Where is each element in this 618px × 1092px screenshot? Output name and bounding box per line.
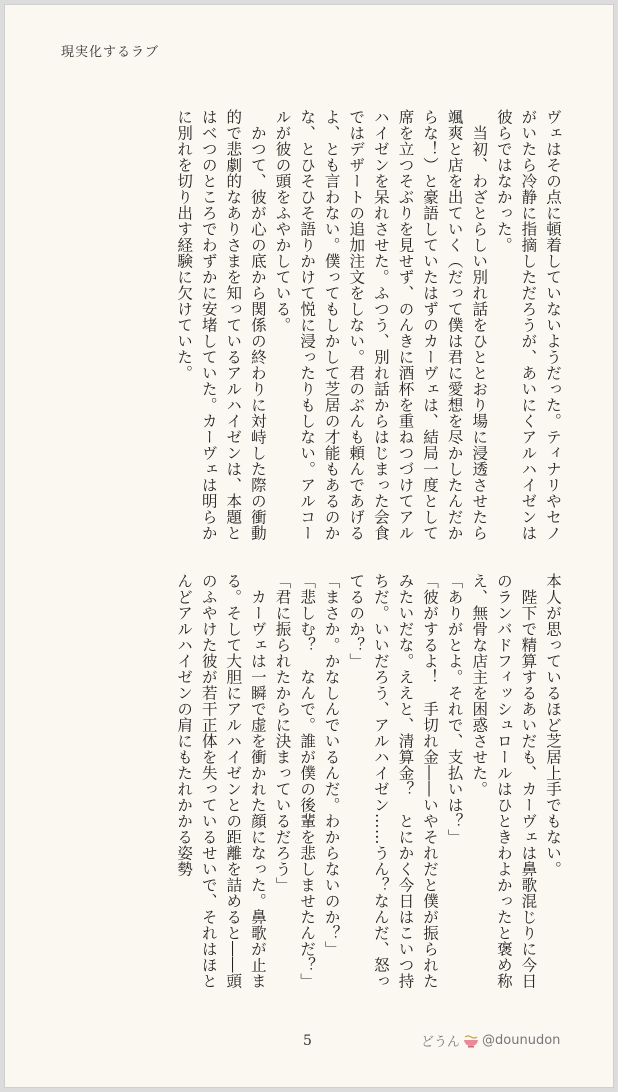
paragraph: 本人が思っているほど芝居上手でもない。	[544, 573, 562, 877]
bowl-icon	[463, 1034, 479, 1048]
author-credit[interactable]	[421, 1031, 560, 1050]
paragraph: かつて、彼が心の底から関係の終わりに対峙した際の衝動的で悲劇的なありさまを知っているアルハイゼンは、本題とはべつのところでわずかに安堵していた。カーヴェは明らかに別れを切り出す経験に欠けていた。	[175, 109, 267, 541]
paragraph: カーヴェは一瞬で虚を衝かれた顔になった。鼻歌が止まる。そして大胆にアルハイゼンとの距離を詰めると――頭のふやけた彼が若干正体を失っているせいで、それはほとんどアルハイゼンの肩にもたれかかる姿勢	[175, 573, 267, 989]
paragraph: 「君に振られたからに決まっているだろう」	[273, 573, 292, 893]
page-number: 5	[303, 1033, 312, 1049]
paragraph: 当初、わざとらしい別れ話をひととおり場に浸透させたら颯爽と店を出ていく（だって僕は君に愛想を尽かしたんだからな！）と豪語していたはずのカーヴェは、結局一度として席を立つそぶりを見せず、のんきに酒杯を重ねつづけてアルハイゼンを呆れさせた。ふつう、別れ話からはじまった会食ではデザートの追加注文をしない。君のぶんも頼んであげるよ、とも言わない。僕ってもしかして芝居の才能もあるのかな、とひそひそ語りかけて悦に浸ったりもしない。アルコールが彼の頭をふやかしている。	[273, 109, 489, 541]
text-block-top	[65, 109, 565, 541]
author-handle: @dounudon	[482, 1033, 561, 1048]
paragraph: 陛下で精算するあいだも、カーヴェは鼻歌混じりに今日のランバドフィッシュロールはひときわよかったと褒め称え、無骨な店主を困惑させた。	[470, 573, 538, 989]
text-block-bottom	[65, 573, 565, 1003]
paragraph: 「まさか。かなしんでいるんだ。わからないのか？」	[322, 573, 341, 957]
author-name: どうん	[421, 1035, 461, 1050]
paragraph: 「彼がするよ！ 手切れ金――いやそれだと僕が振られたみたいだな。ええと、清算金？ とにかく今日はこいつ持ちだ。いいだろう、アルハイゼン……うん？なんだ、怒ってるのか？」	[347, 573, 440, 989]
paragraph: 「悲しむ？ なんで。誰が僕の後輩を悲しませたんだ？」	[298, 573, 317, 989]
book-page	[4, 4, 614, 1088]
paragraph: 「ありがとよ。それで、支払いは？」	[445, 573, 464, 845]
page-title: 現実化するラブ	[61, 45, 160, 60]
paragraph: ヴェはその点に頓着していないようだった。ティナリやセノがいたら冷静に指摘しただろうが、あいにくアルハイゼンは彼らではなかった。	[494, 109, 562, 541]
